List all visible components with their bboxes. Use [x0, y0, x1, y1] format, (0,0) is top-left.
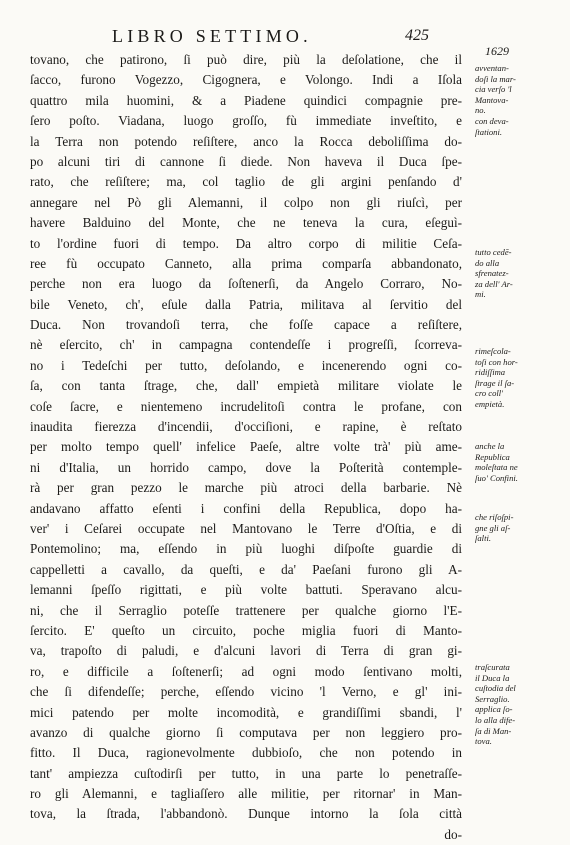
text-line: per molto tempo quell' infelice Paeſe, altre volte trà' più ame-: [30, 439, 462, 455]
margin-note-line: sfrenatez-: [475, 268, 509, 279]
text-line: perche non era luogo da ſoſtenerſi, da Angelo Corraro, No-: [30, 276, 462, 292]
text-line: tovano, che patirono, ſi può dire, più la deſolatione, che il: [30, 52, 462, 67]
text-line: Duca. Non trovandoſi terra, che foſſe capace a reſiſtere,: [30, 317, 462, 333]
text-line: ni d'Italia, un horrido campo, dove la Poſterità contemple-: [30, 459, 462, 475]
running-title: LIBRO SETTIMO.: [112, 26, 312, 46]
margin-note: [475, 247, 567, 300]
margin-note-line: tutto cedē-: [475, 247, 512, 257]
text-line: nè eſercito, ch' in campagna contendeſſe i progreſſi, ſcorreva-: [30, 337, 462, 353]
margin-note-line: tova.: [475, 736, 492, 747]
margin-note-line: ridiſſima: [475, 367, 506, 378]
text-line: do-: [444, 826, 462, 842]
margin-note-line: che riſoſpi-: [475, 512, 514, 522]
text-line: no i Tedeſchi per tutto, deſolando, e incenerendo ogni co-: [30, 357, 462, 373]
text-line: annegare nel Pò gli Alemanni, il colpo non gli riuſcì, per: [30, 194, 462, 210]
margin-note-line: con deva-: [475, 115, 509, 126]
text-line: cappelletti a cavallo, da queſti, e da' Paeſani furono gli A-: [30, 561, 462, 577]
text-line: ni, che il Serraglio poteſſe trattenere per qualche giorno l'E-: [30, 602, 462, 618]
text-line: mici patendo per molte incomodità, e grandiſſimi sbandi, l': [30, 704, 462, 720]
text-line: va, trapoſto di paludi, e d'alcuni lavori di Terra di gran gi-: [30, 643, 462, 659]
margin-note-line: do alla: [475, 257, 500, 268]
margin-note-line: ſtationi.: [475, 126, 502, 137]
text-line: ver' i Ceſarei occupate nel Mantovano le Terre d'Oſtia, e di: [30, 520, 462, 536]
margin-note: [475, 662, 567, 747]
text-line: Pontemolino; ma, eſſendo in più luoghi diſpoſte guardie di: [30, 541, 462, 557]
text-line: ſa, con tanta ſtrage, che, dall' empietà militare violate le: [30, 378, 462, 394]
text-line: po alcuni tiri di cannone ſi diede. Non haveva il Duca ſpe-: [30, 153, 462, 169]
margin-year: 1629: [485, 44, 509, 58]
text-line: tova, la ſtrada, l'abbandonò. Dunque intorno la ſola città: [30, 806, 462, 822]
text-line: che ſi difendeſſe; perche, eſſendo vicino 'l Verno, e gl' ini-: [30, 684, 462, 700]
margin-note-line: cuſtodia del: [475, 683, 516, 694]
margin-note: [475, 346, 567, 410]
text-line: quattro mila huomini, & a Piadene quindici compagnie pre-: [30, 92, 462, 108]
margin-note-line: ſa di Man-: [475, 725, 512, 736]
margin-note-line: rimeſcola-: [475, 346, 511, 356]
margin-note: [475, 441, 567, 483]
main-text-block: [30, 50, 462, 845]
text-line: fitto. Il Duca, ragionevolmente dubbioſo, che non potendo in: [30, 745, 462, 761]
text-line: havere Balduino del Monte, che ne teneva la cura, eſeguì-: [30, 215, 462, 231]
margin-note: [475, 63, 567, 137]
margin-note-line: Mantova-: [475, 94, 509, 105]
margin-note-line: applica ſo-: [475, 704, 513, 715]
margin-note-line: ſuo' Confini.: [475, 472, 518, 483]
text-line: inaudita fierezza d'incendii, d'occiſioni, e rapine, è reſtato: [30, 419, 462, 435]
margin-note-line: avventan-: [475, 63, 509, 73]
text-line: avanzo di qualche giorno ſi computava per non leggiero pro-: [30, 724, 462, 740]
margin-note: [475, 512, 567, 544]
margin-note-line: Serraglio.: [475, 693, 510, 704]
margin-note-line: moleſtata ne: [475, 462, 518, 473]
text-line: ſero poſto. Viadana, luogo groſſo, fù immediate inveſtito, e: [30, 113, 462, 129]
text-line: andavano affatto eſenti i confini della Republica, dopo ha-: [30, 500, 462, 516]
text-line: ro, e difficile a ſoſtenerſi; ad ogni modo ſentivano molti,: [30, 663, 462, 679]
margin-note-line: cia verſo 'l: [475, 84, 512, 95]
margin-note-line: cro coll': [475, 388, 504, 399]
margin-note-line: ſtrage il ſa-: [475, 377, 515, 388]
text-line: ro gli Alemanni, e tagliaſſero alle militie, per ritornar' in Man-: [30, 786, 462, 802]
margin-note-line: empietà.: [475, 398, 505, 409]
text-line: rà per gran pezzo le marche più atroci della barbarie. Nè: [30, 480, 462, 496]
text-line: bile Veneto, ch', eſule dalla Patria, militava al ſervitio del: [30, 296, 462, 312]
text-line: lemanni ſpeſſo rigittati, e più volte battuti. Speravano alcu-: [30, 582, 462, 598]
text-line: coſe ſacre, e nientemeno incrudelitoſi contra le profane, con: [30, 398, 462, 414]
text-line: ree fù occupato Canneto, alla prima comparſa abbandonato,: [30, 255, 462, 271]
margin-note-line: anche la: [475, 441, 505, 451]
margin-note-line: no.: [475, 105, 486, 116]
margin-note-line: mi.: [475, 289, 486, 300]
margin-note-line: toſi con hor-: [475, 356, 518, 367]
text-line: rato, che reſiſtere; ma, col taglio de gli argini penſando d': [30, 174, 462, 190]
margin-note-line: traſcurata: [475, 662, 510, 672]
margin-note-line: ſalti.: [475, 533, 491, 544]
page-number: 425: [405, 27, 429, 44]
margin-note-line: lo alla dife-: [475, 714, 516, 725]
margin-note-line: Republica: [475, 451, 510, 462]
text-line: tant' ampiezza cuſtodirſi per tutto, in una parte lo penetraſſe-: [30, 765, 462, 781]
text-line: la Terra non potendo reſiſtere, anco la Rocca deboliſſima do-: [30, 133, 462, 149]
margin-note-line: gne gli aſ-: [475, 522, 511, 533]
margin-note-line: za dell' Ar-: [475, 278, 513, 289]
text-line: ſercito. E' queſto un circuito, poche miglia fuori di Manto-: [30, 622, 462, 638]
text-line: to l'ordine fuori di tempo. Da altro corpo di militie Ceſa-: [30, 235, 462, 251]
text-line: ſacco, furono Vogezzo, Cigognera, e Volongo. Indi a Iſola: [30, 72, 462, 88]
margin-note-line: il Duca la: [475, 672, 510, 683]
margin-note-line: doſi la mar-: [475, 73, 516, 84]
